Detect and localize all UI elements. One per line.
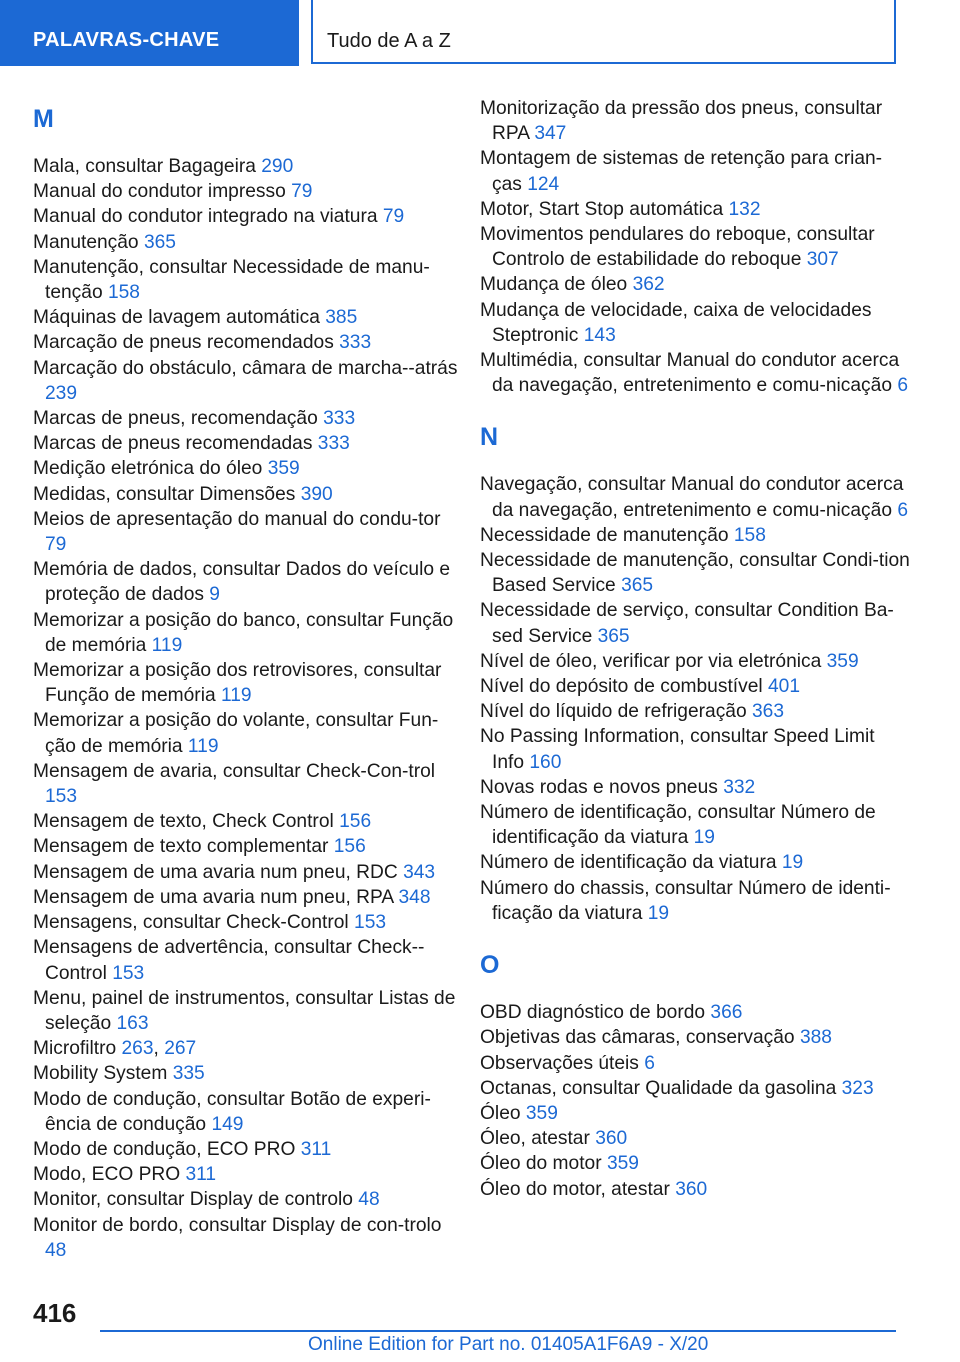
index-entry (33, 809, 458, 834)
page-link[interactable]: 160 (529, 751, 562, 773)
page-link[interactable]: 401 (768, 676, 801, 698)
index-entry-text: Mensagem de uma avaria num pneu, RDC (33, 861, 398, 883)
index-entry (33, 910, 458, 935)
index-entry (480, 1000, 910, 1025)
index-entry (480, 775, 910, 800)
page-link[interactable]: 365 (621, 575, 654, 597)
index-entry-text: Marcas de pneus recomendadas (33, 433, 313, 455)
index-entry-text: Monitor, consultar Display de controlo (33, 1189, 353, 1211)
page-link[interactable]: 79 (291, 181, 313, 203)
index-entry (480, 724, 910, 774)
page-link[interactable]: 6 (897, 499, 909, 521)
page-link[interactable]: 359 (267, 458, 300, 480)
index-entry-text: Mensagens de advertência, consultar Check--Control (33, 937, 425, 984)
page-link[interactable]: 323 (841, 1077, 874, 1099)
section-title: Tudo de A a Z (311, 0, 896, 64)
page-link[interactable]: 362 (632, 274, 665, 296)
index-entry-text: Objetivas das câmaras, conservação (480, 1027, 795, 1049)
page-number: 416 (33, 1298, 77, 1328)
page-link[interactable]: 365 (597, 625, 630, 647)
page-link[interactable]: 348 (398, 886, 431, 908)
index-entry-text: Novas rodas e novos pneus (480, 776, 718, 798)
index-entry (480, 800, 910, 850)
index-entry-text: Manual do condutor integrado na viatura (33, 206, 378, 228)
index-entry (33, 608, 458, 658)
page-link[interactable]: 267 (164, 1038, 197, 1060)
index-entry (480, 598, 910, 648)
index-entry (33, 255, 458, 305)
page-link[interactable]: 48 (45, 1239, 67, 1261)
index-entry (33, 759, 458, 809)
index-entry (33, 406, 458, 431)
page-link[interactable]: 153 (354, 912, 387, 934)
index-entry-text: Óleo (480, 1102, 521, 1124)
index-entry (33, 1087, 458, 1137)
index-entry-text: Observações úteis (480, 1052, 639, 1074)
page-link[interactable]: 6 (897, 375, 909, 397)
index-entry (33, 986, 458, 1036)
page-link[interactable]: 307 (806, 249, 839, 271)
footer-divider (100, 1330, 896, 1332)
index-entry (33, 708, 458, 758)
page-link[interactable]: 119 (220, 685, 252, 707)
index-entry-text: Monitor de bordo, consultar Display de con-trolo (33, 1214, 442, 1236)
page-link[interactable]: 333 (339, 332, 372, 354)
index-entry (33, 935, 458, 985)
index-entry (480, 298, 910, 348)
index-entry (33, 330, 458, 355)
index-entry-text: Movimentos pendulares do reboque, consultar Controlo de estabilidade do reboque (480, 224, 875, 271)
index-entry-text: Manutenção, consultar Necessidade de manu-tenção (33, 256, 430, 304)
index-entry (480, 649, 910, 674)
page-link[interactable]: 132 (728, 198, 761, 220)
index-entry (480, 272, 910, 297)
index-entry-text: Octanas, consultar Qualidade da gasolina (480, 1077, 837, 1099)
index-entry (33, 860, 458, 885)
index-letter-heading: M (33, 105, 54, 133)
index-entry (480, 197, 910, 222)
index-entry (33, 1137, 458, 1162)
index-entry (33, 1162, 458, 1187)
index-entry (33, 230, 458, 255)
index-entry (480, 1025, 910, 1050)
index-entry-text: Modo de condução, ECO PRO (33, 1138, 296, 1160)
page-link[interactable]: 388 (799, 1027, 832, 1049)
page-link[interactable]: 366 (710, 1002, 743, 1024)
page-link[interactable]: 390 (300, 483, 333, 505)
index-entry-text: Mensagem de avaria, consultar Check-Con-trol (33, 760, 436, 782)
index-entry (33, 834, 458, 859)
index-entry (33, 658, 458, 708)
index-entry-text: Necessidade de serviço, consultar Condition Ba-sed Service (480, 600, 894, 647)
index-entry-text: Número de identificação, consultar Número de identificação da viatura (480, 802, 876, 849)
index-entry-text: Nível do líquido de refrigeração (480, 701, 747, 723)
index-entry (33, 885, 458, 910)
page-link[interactable]: 6 (644, 1052, 655, 1074)
index-letter-heading: N (480, 423, 499, 452)
index-entry (480, 222, 910, 272)
index-entry-text: Mudança de óleo (480, 274, 628, 296)
page-link[interactable]: 156 (339, 811, 372, 833)
page-link[interactable]: 263 (121, 1038, 154, 1060)
page-link[interactable]: 119 (187, 735, 219, 757)
index-entry: Microfiltro 263, 267 (33, 1038, 197, 1060)
page-link[interactable]: 19 (693, 827, 715, 849)
index-entry (480, 876, 910, 926)
index-entry (33, 1213, 458, 1263)
page-link[interactable]: 143 (583, 324, 616, 346)
page-link[interactable]: 79 (382, 206, 405, 228)
index-entry-text: Necessidade de manutenção (480, 524, 729, 546)
index-entry (33, 507, 458, 557)
index-entry (33, 1187, 458, 1212)
index-entry (480, 472, 910, 522)
page-link[interactable]: 333 (323, 408, 356, 430)
index-entry-text: Motor, Start Stop automática (480, 198, 724, 220)
index-entry (33, 456, 458, 481)
index-entry-text: Mensagens, consultar Check-Control (33, 912, 349, 934)
index-entry (33, 482, 458, 507)
index-entry-text: Multimédia, consultar Manual do condutor acerca da navegação, entretenimento e comu-nicação (480, 350, 900, 397)
page-link[interactable]: 156 (333, 836, 366, 858)
index-entry (33, 557, 458, 607)
index-entry-text: Manual do condutor impresso (33, 181, 286, 203)
page-link[interactable]: 124 (527, 173, 560, 195)
index-entry (480, 1101, 910, 1126)
page-header (0, 0, 960, 66)
page-link[interactable]: 385 (325, 307, 358, 329)
index-entry (480, 523, 910, 548)
index-entry (33, 431, 458, 456)
page-link[interactable]: 335 (172, 1063, 205, 1085)
index-entry-text: Mensagem de texto complementar (33, 836, 329, 858)
page-link[interactable]: 359 (606, 1153, 639, 1175)
index-entry-text: Manutenção (33, 231, 139, 253)
index-entry-text: Modo, ECO PRO (33, 1164, 181, 1186)
index-entry-text: Montagem de sistemas de retenção para crian-ças (480, 148, 883, 195)
index-entry-text: Monitorização da pressão dos pneus, consultar RPA (480, 98, 883, 145)
index-entry-text: Número do chassis, consultar Número de identi-ficação da viatura (480, 877, 891, 924)
page-link[interactable]: 360 (595, 1128, 628, 1150)
page-link[interactable]: 149 (211, 1113, 244, 1135)
page-link[interactable]: 9 (209, 584, 220, 606)
index-entry-text: Mobility System (33, 1063, 168, 1085)
page-link[interactable]: 311 (300, 1138, 332, 1160)
page-link[interactable]: 79 (45, 534, 67, 556)
index-entry (480, 1126, 910, 1151)
index-entry-text: No Passing Information, consultar Speed Limit Info (480, 726, 875, 773)
page-link[interactable]: 19 (647, 902, 670, 924)
index-entry-text: Necessidade de manutenção, consultar Condi-tion Based Service (480, 550, 910, 597)
index-entry (480, 348, 910, 398)
index-entry-text: Óleo do motor (480, 1153, 602, 1175)
index-entry-text: Máquinas de lavagem automática (33, 307, 320, 329)
page-link[interactable]: 347 (534, 123, 567, 145)
index-entry (33, 305, 458, 330)
index-entry-text: Nível do depósito de combustível (480, 676, 763, 698)
index-entry (33, 179, 458, 204)
index-letter-heading: O (480, 951, 500, 980)
index-entry-text: Mala, consultar Bagageira (33, 156, 256, 177)
index-entry-text: Microfiltro (33, 1038, 117, 1060)
page-link[interactable]: 359 (826, 650, 859, 672)
section-tab[interactable]: PALAVRAS-CHAVE (0, 0, 299, 66)
index-entry-text: Número de identificação da viatura (480, 852, 777, 874)
section-gap (480, 926, 910, 942)
index-entry-text: Menu, painel de instrumentos, consultar Listas de seleção (33, 987, 456, 1034)
index-entry (480, 1151, 910, 1176)
index-entry-text: Marcação de pneus recomendados (33, 332, 334, 354)
footer-edition: Online Edition for Part no. 01405A1F6A9 - X/20 (308, 1334, 709, 1355)
index-entry (33, 1061, 458, 1086)
index-entry-text: Óleo do motor, atestar (480, 1178, 670, 1200)
index-entry-text: Óleo, atestar (480, 1128, 590, 1150)
page-link[interactable]: 311 (185, 1164, 217, 1186)
page-link[interactable]: 158 (733, 524, 766, 546)
page-link[interactable]: 163 (116, 1012, 149, 1034)
index-entry (480, 1076, 910, 1101)
index-entry (480, 1051, 910, 1076)
index-entry-text: Mudança de velocidade, caixa de velocidades Steptronic (480, 299, 872, 346)
page-link[interactable]: 153 (112, 962, 145, 984)
index-entry-text: Marcas de pneus, recomendação (33, 408, 318, 430)
page-link[interactable]: 363 (752, 701, 785, 723)
index-entry-text: Medidas, consultar Dimensões (33, 483, 296, 505)
index-entry-text: Nível de óleo, verificar por via eletrónica (480, 650, 822, 672)
index-entry-text: Meios de apresentação do manual do condu-tor (33, 508, 441, 530)
index-entry-text: Memória de dados, consultar Dados do veículo e proteção de dados (33, 559, 451, 606)
page-link[interactable]: 153 (45, 786, 78, 808)
section-gap (480, 398, 910, 414)
index-entry-text: OBD diagnóstico de bordo (480, 1002, 706, 1024)
index-entry (480, 146, 910, 196)
page-link[interactable]: 48 (358, 1189, 380, 1211)
page-link[interactable]: 359 (525, 1102, 558, 1124)
index-entry (480, 850, 910, 875)
index-entry (480, 96, 910, 146)
page-link[interactable]: 19 (781, 852, 804, 874)
page-link[interactable]: 290 (261, 156, 294, 177)
index-entry (33, 356, 458, 406)
index-entry (480, 1177, 910, 1202)
index-entry-text: Medição eletrónica do óleo (33, 458, 263, 480)
index-entry-text: Modo de condução, consultar Botão de experi-ência de condução (33, 1088, 431, 1135)
index-column-left (33, 96, 458, 1263)
page-link[interactable]: 332 (723, 776, 756, 798)
index-entry-text: Navegação, consultar Manual do condutor acerca da navegação, entretenimento e comu-nicação (480, 474, 904, 521)
page-link[interactable]: 343 (403, 861, 436, 883)
index-entry (480, 674, 910, 699)
page-link[interactable]: 119 (151, 634, 183, 656)
index-entry (33, 204, 458, 229)
index-entry (480, 699, 910, 724)
page-link[interactable]: 239 (45, 382, 78, 404)
page-link[interactable]: 158 (107, 282, 140, 304)
index-entry-text: Mensagem de uma avaria num pneu, RPA (33, 886, 394, 908)
index-entry (480, 548, 910, 598)
index-entry-text: Memorizar a posição do volante, consultar Fun-ção de memória (33, 710, 439, 757)
page-link[interactable]: 365 (143, 231, 176, 253)
index-entry-text: Marcação do obstáculo, câmara de marcha--atrás (33, 357, 458, 379)
index-column-right (480, 96, 910, 1202)
index-entry-text: Memorizar a posição dos retrovisores, consultar Função de memória (33, 660, 442, 707)
index-entry-text: Mensagem de texto, Check Control (33, 811, 334, 833)
index-entry-text: Memorizar a posição do banco, consultar Função de memória (33, 609, 454, 656)
index-entry (33, 154, 458, 179)
page-link[interactable]: 360 (675, 1178, 708, 1200)
page-link[interactable]: 333 (317, 433, 350, 455)
